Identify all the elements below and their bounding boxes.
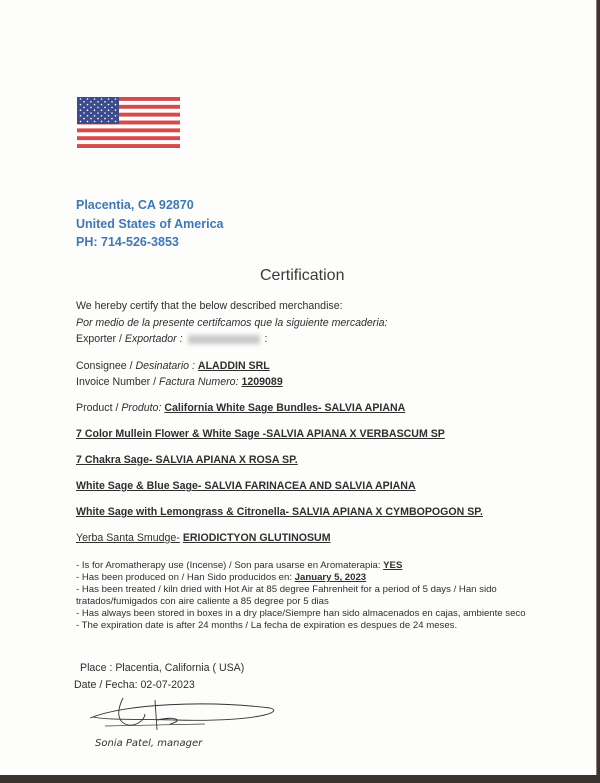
exporter-label: Exporter /	[76, 333, 125, 345]
intro-en: We hereby certify that the below described merchandise:	[76, 300, 343, 312]
condition-item: - Has been treated / kiln dried with Hot Air at 85 degree Fahrenheit for a period of 5 days / Han sido	[76, 584, 497, 595]
condition-item	[76, 560, 526, 572]
consignee-label: Consignee /	[76, 360, 136, 372]
redacted-exporter-name	[188, 335, 260, 344]
consignee-line	[76, 360, 270, 372]
us-flag-icon	[77, 97, 180, 148]
product-item: 7 Chakra Sage- SALVIA APIANA X ROSA SP.	[76, 454, 298, 466]
condition-text: - Is for Aromatherapy use (Incense) / Son para usarse en Aromaterapia:	[76, 560, 384, 571]
product-first: California White Sage Bundles- SALVIA APIANA	[164, 402, 406, 414]
product-last-common: Yerba Santa Smudge-	[76, 532, 180, 544]
product-label-es: Produto:	[121, 402, 162, 414]
invoice-label-es: Factura Numero:	[159, 376, 239, 388]
product-item: 7 Color Mullein Flower & White Sage -SALVIA APIANA X VERBASCUM SP	[76, 428, 445, 440]
address-phone: PH: 714-526-3853	[76, 235, 179, 249]
address-city: Placentia, CA 92870	[76, 198, 194, 212]
condition-item-cont: tratados/fumigados con aire caliente a 85 degree por 5 dias	[76, 596, 329, 607]
place-line: Place : Placentia, California ( USA)	[80, 662, 245, 674]
consignee-label-es: Desinatario :	[135, 360, 195, 372]
invoice-label: Invoice Number /	[76, 376, 160, 388]
document-title: Certification	[260, 267, 345, 284]
product-last-latin: ERIODICTYON GLUTINOSUM	[182, 532, 331, 544]
exporter-label-es: Exportador :	[124, 333, 183, 345]
exporter-line	[76, 333, 267, 345]
signature	[85, 690, 285, 750]
invoice-value: 1209089	[241, 376, 283, 388]
condition-item	[76, 572, 526, 584]
address-country: United States of America	[76, 216, 224, 231]
condition-text: - Has been produced on / Han Sido producidos en:	[76, 572, 295, 583]
condition-item: - Has always been stored in boxes in a dry place/Siempre han sido almacenados en cajas, ambiente seco	[76, 608, 526, 619]
conditions-list	[76, 560, 526, 632]
exporter-suffix: :	[264, 333, 268, 345]
product-line	[76, 402, 405, 414]
product-item: White Sage with Lemongrass & Citronella- SALVIA APIANA X CYMBOPOGON SP.	[76, 506, 483, 518]
consignee-value: ALADDIN SRL	[197, 360, 270, 372]
signature-handwriting: Sonia Patel, manager	[95, 738, 203, 749]
sender-address	[76, 196, 224, 252]
product-item-last	[76, 532, 331, 544]
condition-value: YES	[383, 560, 403, 571]
invoice-line	[76, 376, 283, 388]
date-line: Date / Fecha: 02-07-2023	[74, 679, 195, 691]
condition-value: January 5, 2023	[294, 572, 367, 583]
condition-item: - The expiration date is after 24 months / La fecha de expiration es despues de 24 meses.	[76, 620, 458, 631]
intro-es: Por medio de la presente certifcamos que la siguiente mercaderia:	[76, 317, 388, 329]
product-label: Product /	[76, 402, 122, 414]
product-item: White Sage & Blue Sage- SALVIA FARINACEA AND SALVIA APIANA	[76, 480, 416, 492]
